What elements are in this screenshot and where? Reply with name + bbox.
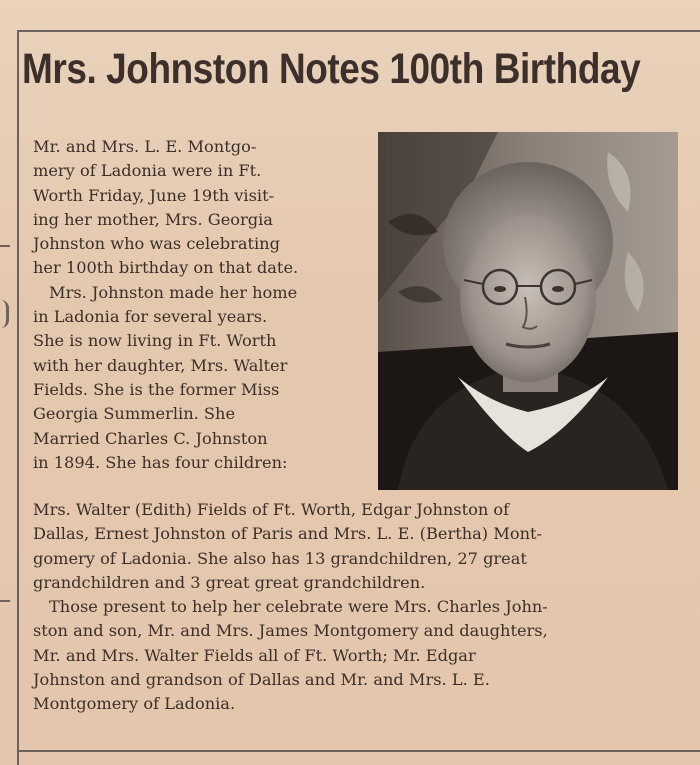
article-line: Those present to help her celebrate were Mrs. Charles John- (49, 597, 548, 617)
adjacent-column-mark (0, 600, 10, 602)
article-line: with her daughter, Mrs. Walter (33, 355, 288, 375)
article-line: ston and son, Mr. and Mrs. James Montgomery and daughters, (33, 621, 548, 641)
article-line: Mr. and Mrs. Walter Fields all of Ft. Worth; Mr. Edgar (33, 645, 476, 665)
portrait-photo-icon (378, 132, 678, 490)
headline: Mrs. Johnston Notes 100th Birthday (22, 45, 641, 93)
top-rule (18, 30, 700, 32)
article-line: Mr. and Mrs. L. E. Montgo- (33, 137, 257, 156)
article-column-text (33, 135, 373, 475)
portrait-photo (378, 132, 678, 490)
article-line: in 1894. She has four children: (33, 452, 288, 472)
article-line: in Ladonia for several years. (33, 307, 268, 327)
adjacent-column-mark (0, 245, 10, 247)
article-line: Montgomery of Ladonia. (33, 694, 236, 714)
article-line: mery of Ladonia were in Ft. (33, 161, 262, 181)
article-line: grandchildren and 3 great great grandchildren. (33, 572, 426, 592)
article-line: gomery of Ladonia. She also has 13 grandchildren, 27 great (33, 548, 527, 568)
article-line: She is now living in Ft. Worth (33, 331, 277, 351)
article-line: ing her mother, Mrs. Georgia (33, 209, 273, 229)
adjacent-column-letter-fragment (0, 300, 9, 328)
article-line: Georgia Summerlin. She (33, 404, 236, 424)
article-line: Fields. She is the former Miss (33, 379, 280, 399)
article-full-width-text (33, 498, 673, 717)
left-column-rule (17, 30, 19, 765)
article-line: Mrs. Walter (Edith) Fields of Ft. Worth, Edgar Johnston of (33, 500, 510, 519)
bottom-rule (18, 750, 700, 752)
article-line: Married Charles C. Johnston (33, 428, 268, 448)
article-line: Johnston and grandson of Dallas and Mr. and Mrs. L. E. (33, 670, 490, 690)
article-line: Mrs. Johnston made her home (49, 282, 298, 302)
article-line: her 100th birthday on that date. (33, 258, 299, 278)
article-line: Johnston who was celebrating (33, 234, 280, 254)
article-line: Worth Friday, June 19th visit- (33, 185, 275, 205)
article-line: Dallas, Ernest Johnston of Paris and Mrs. L. E. (Bertha) Mont- (33, 524, 542, 544)
